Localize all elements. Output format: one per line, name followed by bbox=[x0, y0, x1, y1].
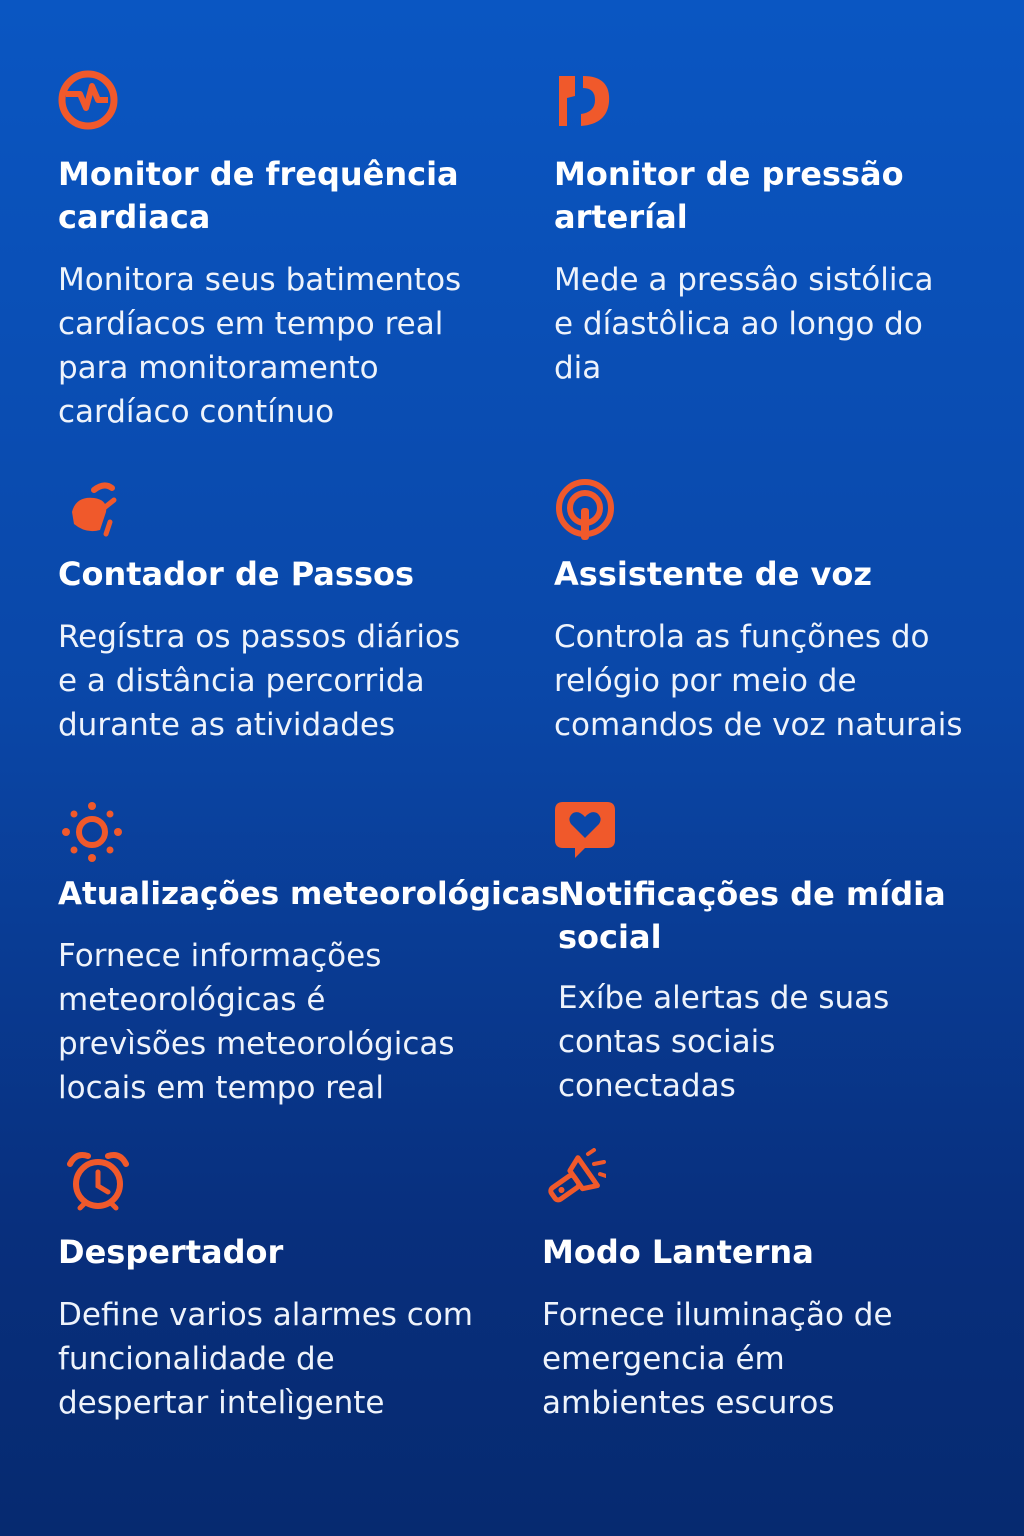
feature-title: Monitor de pressão arteríal bbox=[554, 155, 904, 236]
flashlight-icon bbox=[542, 1148, 606, 1212]
feature-description: Mede a pressâo sistólica e díastôlica ao longo do dia bbox=[554, 262, 934, 386]
feature-description: Monitora seus batimentos cardíacos em tempo real para monitoramento cardíaco contínuo bbox=[58, 262, 462, 430]
feature-title: Atualizações meteorológicas bbox=[58, 876, 560, 912]
blood-pressure-icon bbox=[553, 68, 617, 132]
feature-title: Notificações de mídia social bbox=[558, 875, 946, 956]
feature-description: Fornece informações meteorológicas é prevìsões meteorológicas locais em tempo real bbox=[58, 938, 455, 1106]
feature-description: Exíbe alertas de suas contas sociais conectadas bbox=[558, 980, 890, 1104]
alarm-clock-icon bbox=[66, 1150, 130, 1214]
social-heart-icon bbox=[553, 798, 617, 862]
feature-description: Define varios alarmes com funcionalidade de despertar intelìgente bbox=[58, 1297, 474, 1421]
feature-description: Regístra os passos diários e a distância percorrida durante as atividades bbox=[58, 619, 461, 743]
feature-title: Despertador bbox=[58, 1233, 284, 1271]
weather-sun-icon bbox=[62, 800, 126, 864]
feature-title: Assistente de voz bbox=[554, 555, 873, 593]
step-counter-icon bbox=[64, 478, 128, 542]
feature-description: Fornece iluminação de emergencia ém ambientes escuros bbox=[542, 1297, 893, 1421]
feature-description: Controla as funçõnes do relógio por meio de comandos de voz naturais bbox=[554, 619, 963, 743]
feature-title: Modo Lanterna bbox=[542, 1233, 814, 1271]
voice-assistant-icon bbox=[553, 478, 617, 542]
feature-title: Contador de Passos bbox=[58, 555, 415, 593]
heart-rate-icon bbox=[58, 68, 122, 132]
feature-title: Monitor de frequência cardiaca bbox=[58, 155, 459, 236]
